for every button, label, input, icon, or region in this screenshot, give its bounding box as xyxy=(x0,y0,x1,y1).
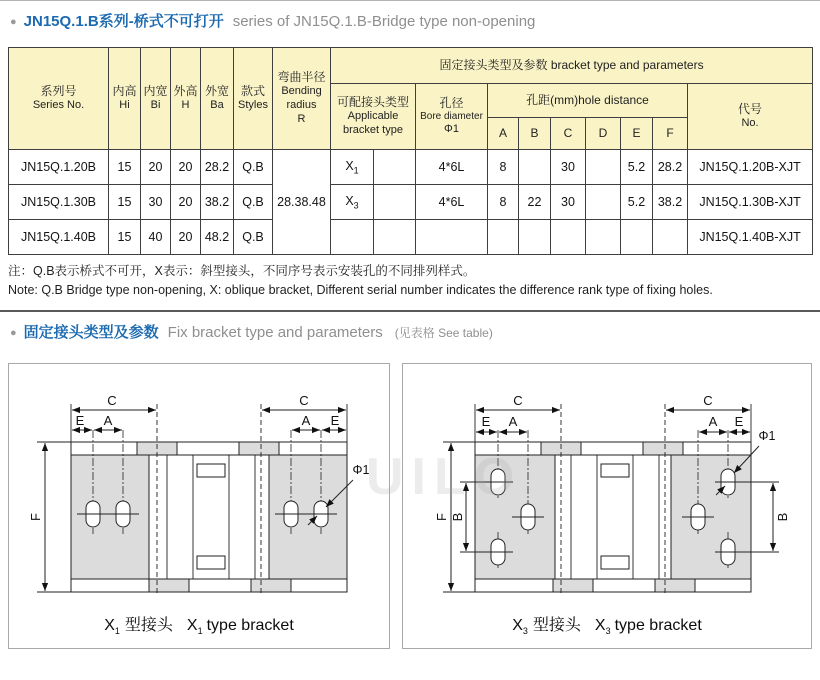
table-cell-bracket: $X_1$ xyxy=(331,150,374,185)
dim-label-b: B xyxy=(450,512,465,521)
col-header-ba: 外宽 Ba xyxy=(201,48,234,150)
dim-label-phi: Φ1 xyxy=(758,428,776,443)
section2-zh: 固定接头类型及参数 xyxy=(23,323,159,341)
table-cell: Q.B xyxy=(234,150,273,185)
table-cell xyxy=(621,220,653,255)
title-zh: JN15Q.1.B系列-桥式不可打开 xyxy=(23,13,224,30)
dim-label-c: C xyxy=(703,392,713,408)
table-cell: 28.2 xyxy=(201,150,234,185)
table-cell: 20 xyxy=(171,220,201,255)
table-cell: 5.2 xyxy=(621,150,653,185)
table-cell xyxy=(374,220,416,255)
dim-label-e: E xyxy=(330,412,340,428)
dim-label-a: A xyxy=(508,413,518,429)
dim-label-phi: Φ1 xyxy=(352,462,370,477)
col-header-f: F xyxy=(653,118,688,150)
diagram-panel-x1 xyxy=(8,363,390,649)
dim-label-a: A xyxy=(708,413,718,429)
table-cell xyxy=(551,220,586,255)
table-cell: 8 xyxy=(488,185,519,220)
col-header-styles: 款式 Styles xyxy=(234,48,273,150)
col-header-hole-distance: 孔距(mm)hole distance xyxy=(488,84,688,118)
table-cell: 15 xyxy=(109,220,141,255)
table-cell: 4*6L xyxy=(416,185,488,220)
dim-label-a: A xyxy=(103,412,113,428)
note-en: Note: Q.B Bridge type non-opening, X: oblique bracket, Different serial number indicates the difference rank type of fixing holes. xyxy=(8,282,713,297)
table-row xyxy=(9,150,813,185)
table-cell: Q.B xyxy=(234,220,273,255)
bullet-icon: ● xyxy=(10,16,17,28)
table-cell: 48.2 xyxy=(201,220,234,255)
col-header-radius: 弯曲半径 Bending radius R xyxy=(273,48,331,150)
table-cell: 15 xyxy=(109,150,141,185)
note-zh: 注：Q.B表示桥式不可开，X表示：斜型接头，不同序号表示安装孔的不同排列样式。 xyxy=(8,264,476,278)
diagram-panels xyxy=(8,363,820,649)
title-en: series of JN15Q.1.B-Bridge type non-opening xyxy=(232,13,536,30)
table-cell: Q.B xyxy=(234,185,273,220)
table-cell xyxy=(519,220,551,255)
dim-label-a: A xyxy=(301,412,311,428)
table-cell: 15 xyxy=(109,185,141,220)
table-cell: 5.2 xyxy=(621,185,653,220)
table-cell: JN15Q.1.20B xyxy=(9,150,109,185)
dim-label-b: B xyxy=(775,512,790,521)
dim-label-c: C xyxy=(107,392,117,408)
col-group-bracket-params: 固定接头类型及参数 bracket type and parameters xyxy=(331,48,813,84)
col-header-code: 代号 No. xyxy=(688,84,813,150)
col-header-e: E xyxy=(621,118,653,150)
dim-label-c: C xyxy=(299,392,309,408)
diagram-caption-x1: $X_1$ 型接头 $X_1$ type bracket xyxy=(104,616,294,636)
table-cell: JN15Q.1.30B-XJT xyxy=(688,185,813,220)
col-header-bi: 内宽 Bi xyxy=(141,48,171,150)
table-cell xyxy=(374,185,416,220)
table-cell: 22 xyxy=(519,185,551,220)
table-cell xyxy=(653,220,688,255)
x1-bracket-drawing xyxy=(9,364,389,612)
watermark: UILO xyxy=(366,448,523,506)
table-cell: 20 xyxy=(171,185,201,220)
table-cell: 30 xyxy=(551,150,586,185)
col-header-bore: 孔径 Bore diameter Φ1 xyxy=(416,84,488,150)
table-cell xyxy=(586,185,621,220)
diagram-caption-x3: $X_3$ 型接头 $X_3$ type bracket xyxy=(512,616,702,636)
table-cell xyxy=(586,150,621,185)
spec-table xyxy=(8,47,813,255)
section-divider xyxy=(0,310,820,312)
x3-body xyxy=(475,404,751,596)
col-header-d: D xyxy=(586,118,621,150)
table-cell xyxy=(374,150,416,185)
table-cell: 4*6L xyxy=(416,150,488,185)
table-cell: 8 xyxy=(488,150,519,185)
x3-bracket-drawing xyxy=(403,364,811,612)
table-notes xyxy=(8,262,820,300)
table-cell: 38.2 xyxy=(653,185,688,220)
dim-label-c: C xyxy=(513,392,523,408)
table-cell: 20 xyxy=(171,150,201,185)
dim-label-e: E xyxy=(75,412,85,428)
table-cell: 20 xyxy=(141,150,171,185)
table-cell-bending-radius: 28.38.48 xyxy=(273,150,331,255)
col-header-h: 外高 H xyxy=(171,48,201,150)
table-row xyxy=(9,185,813,220)
dim-label-e: E xyxy=(734,413,744,429)
table-cell-bracket xyxy=(331,220,374,255)
table-cell: 28.2 xyxy=(653,150,688,185)
dim-label-f: F xyxy=(434,512,449,521)
table-cell xyxy=(519,150,551,185)
col-header-c: C xyxy=(551,118,586,150)
page-title xyxy=(10,10,820,31)
table-cell-bracket: $X_3$ xyxy=(331,185,374,220)
col-header-hi: 内高 Hi xyxy=(109,48,141,150)
table-cell xyxy=(586,220,621,255)
table-cell xyxy=(416,220,488,255)
table-cell: 38.2 xyxy=(201,185,234,220)
table-cell: JN15Q.1.30B xyxy=(9,185,109,220)
table-row xyxy=(9,220,813,255)
bullet-icon: ● xyxy=(10,326,17,339)
table-cell: 30 xyxy=(141,185,171,220)
diagram-panel-x3 xyxy=(402,363,812,649)
x1-body xyxy=(71,404,347,596)
section2-note: (见表格 See table) xyxy=(394,325,493,340)
table-cell xyxy=(488,220,519,255)
table-cell: JN15Q.1.40B-XJT xyxy=(688,220,813,255)
dim-label-f: F xyxy=(28,512,43,521)
table-cell: 40 xyxy=(141,220,171,255)
dim-label-e: E xyxy=(481,413,491,429)
table-cell: 30 xyxy=(551,185,586,220)
table-cell: JN15Q.1.20B-XJT xyxy=(688,150,813,185)
col-header-bracket-type: 可配接头类型 Applicable bracket type xyxy=(331,84,416,150)
section2-en: Fix bracket type and parameters xyxy=(167,323,383,341)
col-header-b: B xyxy=(519,118,551,150)
col-header-series: 系列号 Series No. xyxy=(9,48,109,150)
section2-title xyxy=(10,321,820,342)
col-header-a: A xyxy=(488,118,519,150)
table-cell: JN15Q.1.40B xyxy=(9,220,109,255)
